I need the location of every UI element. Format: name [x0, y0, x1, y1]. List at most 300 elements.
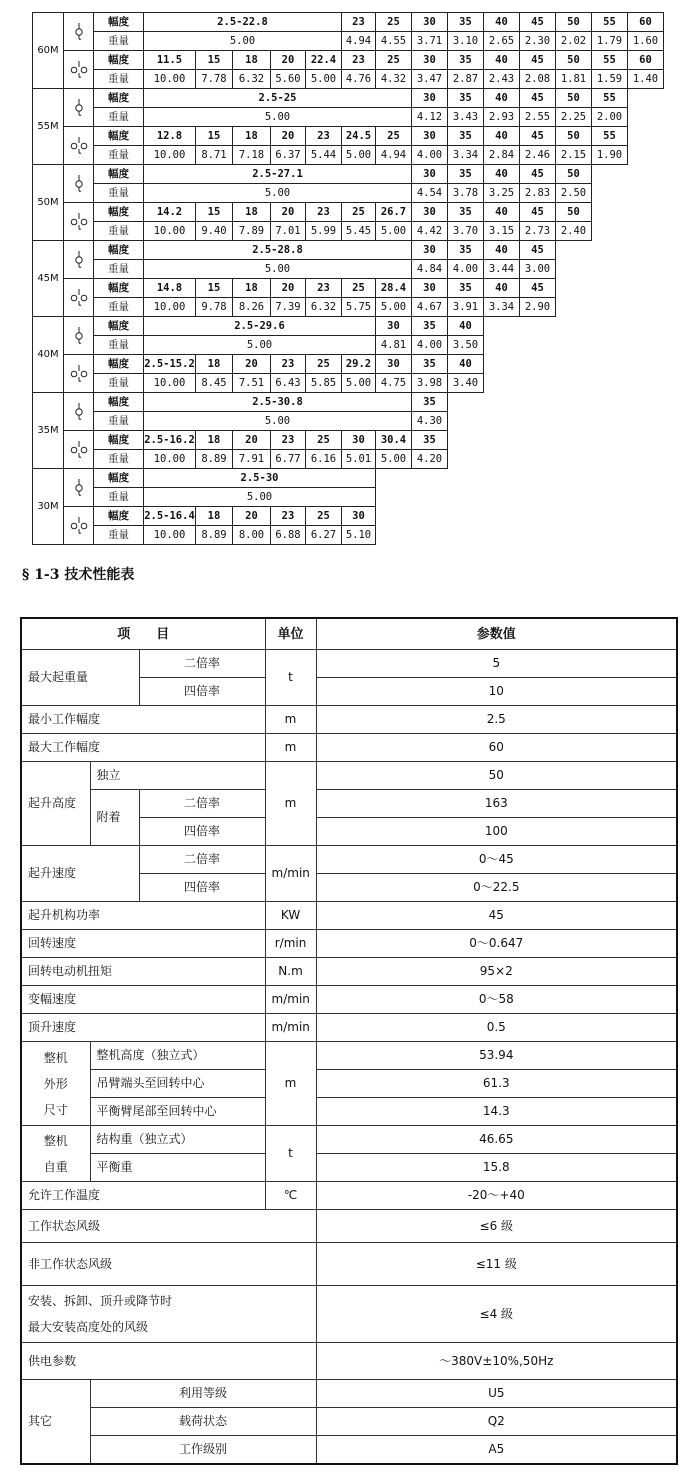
weight-value: 5.00 [306, 70, 342, 89]
width-value: 35 [448, 127, 484, 146]
spec-row-lift-height-double [21, 790, 677, 818]
hook-quad-cell [64, 431, 94, 469]
width-value: 25 [306, 507, 342, 526]
spec-row-dim-counter [21, 1098, 677, 1126]
hook-quad-icon [68, 365, 90, 383]
blank-cell [448, 488, 484, 507]
hook-double-icon [68, 403, 90, 421]
weight-value: 2.87 [448, 70, 484, 89]
weight-value: 5.01 [342, 450, 376, 469]
hook-quad-cell [64, 279, 94, 317]
climb-speed-label: 顶升速度 [21, 1014, 265, 1042]
lift-speed-double-value: 0～45 [316, 846, 677, 874]
weight-value: 6.77 [271, 450, 306, 469]
weight-value: 3.10 [448, 32, 484, 51]
blank-cell [520, 393, 556, 412]
weight-value: 8.45 [196, 374, 233, 393]
blank-cell [484, 355, 520, 374]
weight-value: 3.34 [484, 298, 520, 317]
weight-value: 3.91 [448, 298, 484, 317]
blank-cell [592, 222, 628, 241]
load-row-double-weight [33, 32, 664, 51]
width-label: 幅度 [94, 317, 144, 336]
lift-speed-unit: m/min [265, 846, 316, 902]
weight-value: 3.70 [448, 222, 484, 241]
weight-value: 3.15 [484, 222, 520, 241]
width-value: 30 [412, 127, 448, 146]
weight-value: 1.81 [556, 70, 592, 89]
weight-value: 2.46 [520, 146, 556, 165]
lift-speed-quad-value: 0～22.5 [316, 874, 677, 902]
slew-torque-unit: N.m [265, 958, 316, 986]
blank-cell [556, 279, 592, 298]
blank-cell [592, 260, 628, 279]
header-value: 参数值 [316, 618, 677, 650]
lift-height-label: 起升高度 [21, 762, 90, 846]
hook-double-cell [64, 241, 94, 279]
load-row-quad-width [33, 507, 664, 526]
weight-value: 4.84 [412, 260, 448, 279]
min-radius-value: 2.5 [316, 706, 677, 734]
lift-height-quad-label: 四倍率 [139, 818, 265, 846]
blank-cell [520, 450, 556, 469]
weight-value: 4.94 [376, 146, 412, 165]
spec-table [20, 617, 678, 1465]
power-value: ～380V±10%,50Hz [316, 1343, 677, 1380]
blank-cell [592, 526, 628, 545]
blank-cell [556, 450, 592, 469]
temp-value: -20～+40 [316, 1182, 677, 1210]
other-load-value: Q2 [316, 1408, 677, 1436]
max-lift-double-value: 5 [316, 650, 677, 678]
weight-struct-value: 46.65 [316, 1126, 677, 1154]
load-row-quad-width [33, 51, 664, 70]
width-value: 14.8 [144, 279, 196, 298]
weight-value: 9.40 [196, 222, 233, 241]
width-value: 40 [484, 51, 520, 70]
width-value: 55 [592, 89, 628, 108]
slew-speed-unit: r/min [265, 930, 316, 958]
load-row-quad-weight [33, 526, 664, 545]
weight-value: 7.51 [233, 374, 271, 393]
spec-row-other-load [21, 1408, 677, 1436]
hook-double-icon [68, 251, 90, 269]
boom-length-label: 40M [33, 317, 64, 393]
weight-value: 2.83 [520, 184, 556, 203]
weight-value: 1.79 [592, 32, 628, 51]
max-lift-quad-value: 10 [316, 678, 677, 706]
weight-value: 4.76 [342, 70, 376, 89]
width-value: 50 [556, 165, 592, 184]
width-label: 幅度 [94, 13, 144, 32]
boom-length-label: 60M [33, 13, 64, 89]
weight-value: 5.45 [342, 222, 376, 241]
weight-value: 2.50 [556, 184, 592, 203]
weight-value: 1.60 [628, 32, 664, 51]
blank-cell [628, 298, 664, 317]
hook-double-cell [64, 89, 94, 127]
load-row-double-weight [33, 108, 664, 127]
width-value: 2.5-30 [144, 469, 376, 488]
hook-double-cell [64, 13, 94, 51]
blank-cell [412, 469, 448, 488]
weight-value: 3.71 [412, 32, 448, 51]
width-value: 11.5 [144, 51, 196, 70]
blank-cell [628, 89, 664, 108]
max-lift-unit: t [265, 650, 316, 706]
weight-value: 2.55 [520, 108, 556, 127]
blank-cell [628, 127, 664, 146]
weight-value: 8.26 [233, 298, 271, 317]
blank-cell [592, 241, 628, 260]
weight-value: 4.30 [412, 412, 448, 431]
hook-double-icon [68, 479, 90, 497]
weight-value: 4.20 [412, 450, 448, 469]
width-value: 2.5-30.8 [144, 393, 412, 412]
max-lift-quad-label: 四倍率 [139, 678, 265, 706]
weight-value: 2.08 [520, 70, 556, 89]
blank-cell [628, 336, 664, 355]
blank-cell [484, 488, 520, 507]
width-value: 50 [556, 51, 592, 70]
blank-cell [484, 507, 520, 526]
blank-cell [592, 374, 628, 393]
width-value: 25 [342, 279, 376, 298]
blank-cell [556, 260, 592, 279]
blank-cell [520, 336, 556, 355]
width-value: 18 [233, 279, 271, 298]
weight-struct-label: 结构重（独立式） [90, 1126, 265, 1154]
blank-cell [592, 355, 628, 374]
width-value: 40 [448, 317, 484, 336]
width-value: 15 [196, 279, 233, 298]
slew-speed-label: 回转速度 [21, 930, 265, 958]
weight-value: 10.00 [144, 450, 196, 469]
dim-counter-value: 14.3 [316, 1098, 677, 1126]
blank-cell [556, 355, 592, 374]
width-value: 35 [448, 13, 484, 32]
dim-boom-value: 61.3 [316, 1070, 677, 1098]
width-value: 18 [196, 507, 233, 526]
hook-quad-cell [64, 507, 94, 545]
blank-cell [556, 298, 592, 317]
blank-cell [484, 412, 520, 431]
load-row-quad-weight [33, 450, 664, 469]
weight-value: 8.00 [233, 526, 271, 545]
width-value: 12.8 [144, 127, 196, 146]
blank-cell [484, 317, 520, 336]
weight-value: 4.00 [412, 146, 448, 165]
blank-cell [520, 431, 556, 450]
width-label: 幅度 [94, 393, 144, 412]
blank-cell [556, 317, 592, 336]
weight-value: 1.90 [592, 146, 628, 165]
load-row-double-weight [33, 260, 664, 279]
blank-cell [556, 431, 592, 450]
wind-install-line-1: 安装、拆卸、顶升或降节时 [28, 1294, 173, 1308]
lift-height-double-value: 163 [316, 790, 677, 818]
wind-install-label [21, 1286, 316, 1343]
blank-cell [448, 507, 484, 526]
wind-work-label: 工作状态风级 [21, 1210, 316, 1243]
weight-value: 5.00 [376, 450, 412, 469]
lift-speed-label: 起升速度 [21, 846, 139, 902]
lift-height-quad-value: 100 [316, 818, 677, 846]
width-value: 25 [376, 127, 412, 146]
width-value: 30 [412, 89, 448, 108]
weight-value: 5.00 [144, 108, 412, 127]
load-row-quad-width [33, 431, 664, 450]
blank-cell [376, 526, 412, 545]
weight-value: 3.47 [412, 70, 448, 89]
blank-cell [592, 393, 628, 412]
blank-cell [448, 431, 484, 450]
spec-row-wind-idle [21, 1243, 677, 1286]
weight-label: 重量 [94, 32, 144, 51]
width-value: 25 [376, 51, 412, 70]
weight-label: 重量 [94, 184, 144, 203]
spec-row-min-radius [21, 706, 677, 734]
boom-length-label: 45M [33, 241, 64, 317]
hook-quad-cell [64, 51, 94, 89]
header-unit: 单位 [265, 618, 316, 650]
blank-cell [556, 526, 592, 545]
blank-cell [520, 374, 556, 393]
weight-value: 3.40 [448, 374, 484, 393]
width-value: 30 [412, 279, 448, 298]
blank-cell [592, 184, 628, 203]
width-value: 20 [271, 51, 306, 70]
width-value: 25 [342, 203, 376, 222]
width-value: 15 [196, 51, 233, 70]
width-value: 23 [271, 355, 306, 374]
weight-value: 3.44 [484, 260, 520, 279]
load-row-double-width [33, 13, 664, 32]
blank-cell [520, 412, 556, 431]
weight-value: 7.91 [233, 450, 271, 469]
load-row-double-width [33, 241, 664, 260]
blank-cell [592, 412, 628, 431]
blank-cell [520, 469, 556, 488]
weight-value: 10.00 [144, 70, 196, 89]
blank-cell [628, 241, 664, 260]
weight-value: 5.00 [144, 412, 412, 431]
spec-row-max-lift-double [21, 650, 677, 678]
weight-value: 10.00 [144, 146, 196, 165]
load-row-double-width [33, 317, 664, 336]
weight-value: 8.89 [196, 526, 233, 545]
luff-speed-unit: m/min [265, 986, 316, 1014]
width-value: 30.4 [376, 431, 412, 450]
width-value: 25 [376, 13, 412, 32]
blank-cell [556, 412, 592, 431]
climb-speed-unit: m/min [265, 1014, 316, 1042]
spec-row-climb-speed [21, 1014, 677, 1042]
weight-value: 7.01 [271, 222, 306, 241]
width-value: 2.5-27.1 [144, 165, 412, 184]
weight-value: 8.89 [196, 450, 233, 469]
width-value: 30 [412, 13, 448, 32]
blank-cell [448, 526, 484, 545]
weight-value: 3.78 [448, 184, 484, 203]
blank-cell [556, 469, 592, 488]
load-row-double-weight [33, 488, 664, 507]
weight-value: 5.85 [306, 374, 342, 393]
weight-value: 7.78 [196, 70, 233, 89]
spec-row-dim-height [21, 1042, 677, 1070]
width-value: 20 [271, 279, 306, 298]
width-value: 45 [520, 13, 556, 32]
hook-double-cell [64, 469, 94, 507]
width-value: 30 [412, 165, 448, 184]
weight-value: 2.93 [484, 108, 520, 127]
width-value: 45 [520, 203, 556, 222]
weight-value: 5.00 [144, 488, 376, 507]
weight-value: 2.40 [556, 222, 592, 241]
max-lift-label: 最大起重量 [21, 650, 139, 706]
width-value: 60 [628, 51, 664, 70]
slew-torque-label: 回转电动机扭矩 [21, 958, 265, 986]
blank-cell [520, 317, 556, 336]
weight-value: 7.18 [233, 146, 271, 165]
weight-label: 重量 [94, 260, 144, 279]
blank-cell [628, 355, 664, 374]
weight-value: 6.32 [233, 70, 271, 89]
wind-work-value: ≤6 级 [316, 1210, 677, 1243]
load-row-double-width [33, 469, 664, 488]
spec-row-luff-speed [21, 986, 677, 1014]
width-label: 幅度 [94, 203, 144, 222]
weight-value: 5.00 [144, 336, 376, 355]
blank-cell [556, 507, 592, 526]
lift-speed-quad-label: 四倍率 [139, 874, 265, 902]
weight-group-line-1: 整机 [43, 1133, 68, 1148]
weight-value: 2.73 [520, 222, 556, 241]
blank-cell [484, 469, 520, 488]
weight-value: 3.00 [520, 260, 556, 279]
hook-quad-icon [68, 289, 90, 307]
width-value: 2.5-16.2 [144, 431, 196, 450]
weight-value: 6.16 [306, 450, 342, 469]
blank-cell [592, 469, 628, 488]
width-value: 18 [196, 431, 233, 450]
spec-row-max-radius [21, 734, 677, 762]
spec-row-weight-struct [21, 1126, 677, 1154]
blank-cell [628, 469, 664, 488]
weight-value: 4.00 [448, 260, 484, 279]
width-value: 23 [271, 431, 306, 450]
lift-speed-double-label: 二倍率 [139, 846, 265, 874]
blank-cell [628, 374, 664, 393]
hook-quad-cell [64, 203, 94, 241]
blank-cell [556, 336, 592, 355]
weight-value: 5.60 [271, 70, 306, 89]
temp-label: 允许工作温度 [21, 1182, 265, 1210]
blank-cell [376, 488, 412, 507]
luff-speed-label: 变幅速度 [21, 986, 265, 1014]
dimensions-group-line-1: 整机 [43, 1050, 68, 1065]
blank-cell [556, 488, 592, 507]
width-label: 幅度 [94, 507, 144, 526]
weight-value: 5.00 [342, 146, 376, 165]
lift-height-double-label: 二倍率 [139, 790, 265, 818]
boom-length-label: 50M [33, 165, 64, 241]
width-value: 23 [306, 279, 342, 298]
weight-value: 4.54 [412, 184, 448, 203]
width-value: 40 [484, 165, 520, 184]
hook-double-icon [68, 175, 90, 193]
weight-value: 7.89 [233, 222, 271, 241]
power-label: 供电参数 [21, 1343, 316, 1380]
hook-quad-cell [64, 355, 94, 393]
weight-value: 6.32 [306, 298, 342, 317]
width-value: 2.5-15.2 [144, 355, 196, 374]
weight-value: 5.00 [342, 374, 376, 393]
lift-height-attached-label: 附着 [90, 790, 139, 846]
width-value: 18 [233, 127, 271, 146]
hook-quad-icon [68, 61, 90, 79]
weight-label: 重量 [94, 146, 144, 165]
width-value: 35 [448, 279, 484, 298]
boom-length-label: 55M [33, 89, 64, 165]
climb-speed-value: 0.5 [316, 1014, 677, 1042]
weight-value: 9.78 [196, 298, 233, 317]
hook-double-cell [64, 393, 94, 431]
min-radius-unit: m [265, 706, 316, 734]
load-row-quad-weight [33, 222, 664, 241]
load-row-double-weight [33, 184, 664, 203]
spec-row-wind-work [21, 1210, 677, 1243]
width-value: 2.5-25 [144, 89, 412, 108]
other-use-value: U5 [316, 1380, 677, 1408]
lift-height-free-label: 独立 [90, 762, 265, 790]
load-row-quad-width [33, 279, 664, 298]
dimensions-group-line-2: 外形 [43, 1076, 68, 1091]
width-value: 40 [484, 203, 520, 222]
weight-counter-value: 15.8 [316, 1154, 677, 1182]
blank-cell [628, 108, 664, 127]
weight-value: 1.59 [592, 70, 628, 89]
luff-speed-value: 0～58 [316, 986, 677, 1014]
blank-cell [628, 146, 664, 165]
blank-cell [556, 393, 592, 412]
dim-height-label: 整机高度（独立式） [90, 1042, 265, 1070]
header-item: 项 目 [21, 618, 265, 650]
hook-double-icon [68, 99, 90, 117]
blank-cell [520, 355, 556, 374]
weight-value: 6.27 [306, 526, 342, 545]
width-value: 2.5-16.4 [144, 507, 196, 526]
slew-speed-value: 0～0.647 [316, 930, 677, 958]
width-value: 18 [196, 355, 233, 374]
weight-value: 3.25 [484, 184, 520, 203]
weight-value: 4.32 [376, 70, 412, 89]
weight-value: 2.00 [592, 108, 628, 127]
width-value: 35 [448, 89, 484, 108]
blank-cell [628, 431, 664, 450]
blank-cell [520, 488, 556, 507]
weight-value: 3.50 [448, 336, 484, 355]
weight-value: 5.00 [376, 298, 412, 317]
width-value: 20 [233, 431, 271, 450]
width-value: 40 [484, 127, 520, 146]
blank-cell [592, 203, 628, 222]
width-value: 35 [448, 241, 484, 260]
width-value: 35 [412, 355, 448, 374]
width-value: 20 [233, 355, 271, 374]
weight-value: 6.43 [271, 374, 306, 393]
blank-cell [628, 412, 664, 431]
